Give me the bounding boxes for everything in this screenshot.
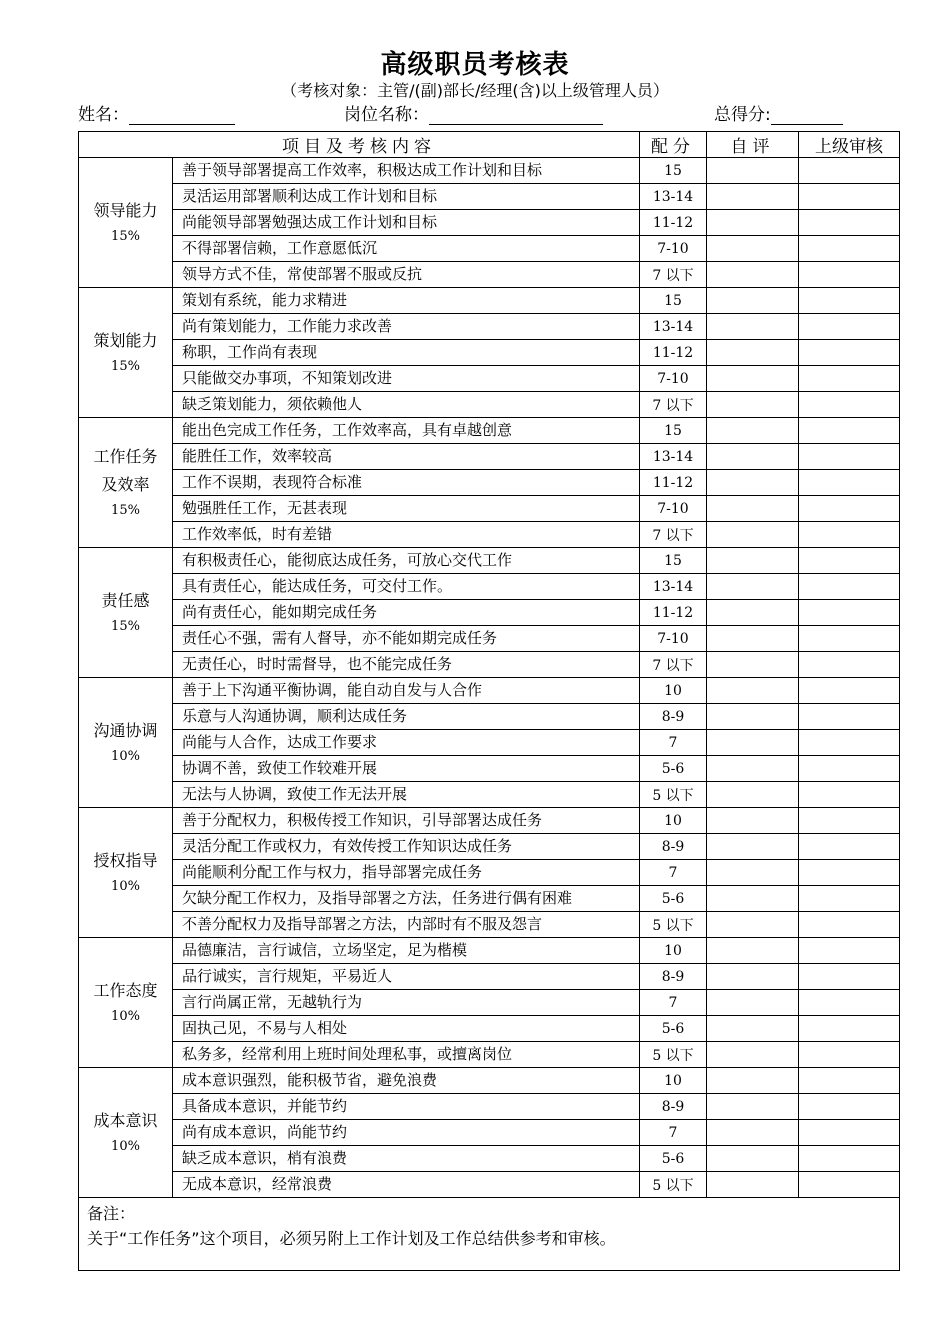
superior-review-cell[interactable] xyxy=(799,600,900,626)
score-range: 13-14 xyxy=(640,574,707,600)
score-range: 7-10 xyxy=(640,496,707,522)
criteria-description: 尚有策划能力，工作能力求改善 xyxy=(173,314,640,340)
superior-review-cell[interactable] xyxy=(799,678,900,704)
table-row xyxy=(79,158,900,184)
self-evaluation-cell[interactable] xyxy=(707,1120,799,1146)
superior-review-cell[interactable] xyxy=(799,912,900,938)
category-name-line: 策划能力 xyxy=(93,330,158,350)
table-row xyxy=(79,340,900,366)
table-row xyxy=(79,652,900,678)
self-evaluation-cell[interactable] xyxy=(707,886,799,912)
self-evaluation-cell[interactable] xyxy=(707,834,799,860)
name-label: 姓名： xyxy=(78,105,129,125)
name-blank[interactable] xyxy=(129,107,235,125)
self-evaluation-cell[interactable] xyxy=(707,704,799,730)
table-row xyxy=(79,1042,900,1068)
score-range: 7 以下 xyxy=(640,522,707,548)
score-range: 5-6 xyxy=(640,1016,707,1042)
criteria-description: 不善分配权力及指导部署之方法，内部时有不服及怨言 xyxy=(173,912,640,938)
superior-review-cell[interactable] xyxy=(799,1120,900,1146)
self-evaluation-cell[interactable] xyxy=(707,652,799,678)
self-evaluation-cell[interactable] xyxy=(707,184,799,210)
criteria-description: 领导方式不佳，常使部署不服或反抗 xyxy=(173,262,640,288)
category-cell xyxy=(79,548,173,678)
category-name xyxy=(79,327,172,355)
criteria-description: 尚能与人合作，达成工作要求 xyxy=(173,730,640,756)
score-range: 11-12 xyxy=(640,340,707,366)
score-range: 10 xyxy=(640,938,707,964)
score-range: 15 xyxy=(640,548,707,574)
self-evaluation-cell[interactable] xyxy=(707,288,799,314)
score-range: 8-9 xyxy=(640,704,707,730)
table-row xyxy=(79,236,900,262)
superior-review-cell[interactable] xyxy=(799,1016,900,1042)
score-range: 15 xyxy=(640,418,707,444)
criteria-description: 成本意识强烈，能积极节省，避免浪费 xyxy=(173,1068,640,1094)
superior-review-cell[interactable] xyxy=(799,366,900,392)
table-body xyxy=(79,158,900,1198)
table-row xyxy=(79,418,900,444)
category-name-line: 领导能力 xyxy=(93,200,158,220)
superior-review-cell[interactable] xyxy=(799,938,900,964)
criteria-description: 具有责任心，能达成任务，可交付工作。 xyxy=(173,574,640,600)
superior-review-cell[interactable] xyxy=(799,730,900,756)
category-cell xyxy=(79,938,173,1068)
superior-review-cell[interactable] xyxy=(799,990,900,1016)
criteria-description: 言行尚属正常，无越轨行为 xyxy=(173,990,640,1016)
remarks-row xyxy=(79,1198,900,1271)
self-evaluation-cell[interactable] xyxy=(707,1068,799,1094)
table-row xyxy=(79,1172,900,1198)
superior-review-cell[interactable] xyxy=(799,574,900,600)
self-evaluation-cell[interactable] xyxy=(707,1094,799,1120)
name-field xyxy=(78,100,235,125)
category-name xyxy=(79,717,172,745)
self-evaluation-cell[interactable] xyxy=(707,1172,799,1198)
table-header-row xyxy=(79,132,900,158)
position-blank[interactable] xyxy=(429,107,603,125)
self-evaluation-cell[interactable] xyxy=(707,548,799,574)
score-range: 11-12 xyxy=(640,600,707,626)
table-row xyxy=(79,1068,900,1094)
category-weight: 10% xyxy=(111,748,140,764)
score-range: 5 以下 xyxy=(640,782,707,808)
total-score-label: 总得分: xyxy=(714,105,771,125)
superior-review-cell[interactable] xyxy=(799,314,900,340)
remarks-cell xyxy=(79,1198,900,1271)
self-evaluation-cell[interactable] xyxy=(707,314,799,340)
superior-review-cell[interactable] xyxy=(799,158,900,184)
criteria-description: 能出色完成工作任务，工作效率高，具有卓越创意 xyxy=(173,418,640,444)
superior-review-cell[interactable] xyxy=(799,808,900,834)
score-range: 15 xyxy=(640,158,707,184)
criteria-description: 尚能顺利分配工作与权力，指导部署完成任务 xyxy=(173,860,640,886)
table-row xyxy=(79,808,900,834)
table-row xyxy=(79,886,900,912)
table-row xyxy=(79,678,900,704)
table-row xyxy=(79,574,900,600)
self-evaluation-cell[interactable] xyxy=(707,444,799,470)
self-evaluation-cell[interactable] xyxy=(707,756,799,782)
category-cell xyxy=(79,288,173,418)
assessment-table xyxy=(78,131,900,1271)
table-row xyxy=(79,860,900,886)
category-name-line: 及效率 xyxy=(101,474,150,494)
superior-review-cell[interactable] xyxy=(799,210,900,236)
superior-review-cell[interactable] xyxy=(799,288,900,314)
category-name-line: 责任感 xyxy=(101,590,150,610)
score-range: 5 以下 xyxy=(640,1172,707,1198)
superior-review-cell[interactable] xyxy=(799,1068,900,1094)
score-range: 8-9 xyxy=(640,1094,707,1120)
table-row xyxy=(79,392,900,418)
superior-review-cell[interactable] xyxy=(799,834,900,860)
category-name xyxy=(79,1107,172,1135)
table-row xyxy=(79,470,900,496)
category-name xyxy=(79,197,172,225)
score-range: 7 xyxy=(640,730,707,756)
score-range: 7-10 xyxy=(640,366,707,392)
score-range: 7 xyxy=(640,860,707,886)
criteria-description: 善于领导部署提高工作效率，积极达成工作计划和目标 xyxy=(173,158,640,184)
score-range: 7-10 xyxy=(640,626,707,652)
superior-review-cell[interactable] xyxy=(799,184,900,210)
table-row xyxy=(79,522,900,548)
score-range: 13-14 xyxy=(640,184,707,210)
position-field xyxy=(344,100,603,125)
self-evaluation-cell[interactable] xyxy=(707,496,799,522)
table-row xyxy=(79,210,900,236)
score-range: 10 xyxy=(640,1068,707,1094)
criteria-description: 有积极责任心，能彻底达成任务，可放心交代工作 xyxy=(173,548,640,574)
score-range: 8-9 xyxy=(640,834,707,860)
category-weight: 10% xyxy=(111,878,140,894)
superior-review-cell[interactable] xyxy=(799,1172,900,1198)
criteria-description: 无成本意识，经常浪费 xyxy=(173,1172,640,1198)
criteria-description: 策划有系统，能力求精进 xyxy=(173,288,640,314)
superior-review-cell[interactable] xyxy=(799,444,900,470)
remarks-label: 备注： xyxy=(87,1204,136,1223)
self-evaluation-cell[interactable] xyxy=(707,912,799,938)
superior-review-cell[interactable] xyxy=(799,964,900,990)
score-range: 11-12 xyxy=(640,470,707,496)
score-range: 8-9 xyxy=(640,964,707,990)
self-evaluation-cell[interactable] xyxy=(707,1016,799,1042)
score-range: 5-6 xyxy=(640,886,707,912)
superior-review-cell[interactable] xyxy=(799,860,900,886)
criteria-description: 私务多，经常利用上班时间处理私事，或擅离岗位 xyxy=(173,1042,640,1068)
self-evaluation-cell[interactable] xyxy=(707,1146,799,1172)
info-line xyxy=(78,100,898,124)
table-row xyxy=(79,938,900,964)
table-row xyxy=(79,184,900,210)
table-row xyxy=(79,1016,900,1042)
table-row xyxy=(79,288,900,314)
superior-review-cell[interactable] xyxy=(799,522,900,548)
self-evaluation-cell[interactable] xyxy=(707,678,799,704)
table-row xyxy=(79,1094,900,1120)
table-row xyxy=(79,366,900,392)
score-range: 7 以下 xyxy=(640,392,707,418)
superior-review-cell[interactable] xyxy=(799,704,900,730)
superior-review-cell[interactable] xyxy=(799,548,900,574)
self-evaluation-cell[interactable] xyxy=(707,574,799,600)
category-cell xyxy=(79,418,173,548)
self-evaluation-cell[interactable] xyxy=(707,600,799,626)
category-name-line: 沟通协调 xyxy=(93,720,158,740)
self-evaluation-cell[interactable] xyxy=(707,340,799,366)
criteria-description: 称职，工作尚有表现 xyxy=(173,340,640,366)
category-cell xyxy=(79,1068,173,1198)
total-score-blank[interactable] xyxy=(771,107,843,125)
table-row xyxy=(79,262,900,288)
category-weight: 15% xyxy=(111,358,140,374)
category-cell xyxy=(79,678,173,808)
category-name xyxy=(79,977,172,1005)
criteria-description: 品行诚实，言行规矩，平易近人 xyxy=(173,964,640,990)
table-row xyxy=(79,964,900,990)
table-row xyxy=(79,548,900,574)
criteria-description: 乐意与人沟通协调，顺利达成任务 xyxy=(173,704,640,730)
criteria-description: 不得部署信赖，工作意愿低沉 xyxy=(173,236,640,262)
category-weight: 15% xyxy=(111,502,140,518)
superior-review-cell[interactable] xyxy=(799,340,900,366)
category-name xyxy=(79,847,172,875)
category-name xyxy=(79,443,172,499)
criteria-description: 灵活运用部署顺利达成工作计划和目标 xyxy=(173,184,640,210)
criteria-description: 尚有成本意识，尚能节约 xyxy=(173,1120,640,1146)
table-row xyxy=(79,444,900,470)
remarks-text: 关于“工作任务”这个项目，必须另附上工作计划及工作总结供参考和审核。 xyxy=(87,1229,616,1248)
superior-review-cell[interactable] xyxy=(799,236,900,262)
table-row xyxy=(79,730,900,756)
self-evaluation-cell[interactable] xyxy=(707,860,799,886)
category-name xyxy=(79,587,172,615)
self-evaluation-cell[interactable] xyxy=(707,964,799,990)
self-evaluation-cell[interactable] xyxy=(707,236,799,262)
criteria-description: 固执己见，不易与人相处 xyxy=(173,1016,640,1042)
category-name-line: 授权指导 xyxy=(93,850,158,870)
criteria-description: 灵活分配工作或权力，有效传授工作知识达成任务 xyxy=(173,834,640,860)
criteria-description: 欠缺分配工作权力，及指导部署之方法，任务进行偶有困难 xyxy=(173,886,640,912)
category-weight: 10% xyxy=(111,1008,140,1024)
category-name-line: 工作任务 xyxy=(93,446,158,466)
form-title: 高级职员考核表 xyxy=(380,50,570,80)
table-row xyxy=(79,496,900,522)
self-evaluation-cell[interactable] xyxy=(707,392,799,418)
criteria-description: 善于分配权力，积极传授工作知识，引导部署达成任务 xyxy=(173,808,640,834)
superior-review-cell[interactable] xyxy=(799,782,900,808)
criteria-description: 无法与人协调，致使工作无法开展 xyxy=(173,782,640,808)
self-evaluation-cell[interactable] xyxy=(707,626,799,652)
criteria-description: 责任心不强，需有人督导，亦不能如期完成任务 xyxy=(173,626,640,652)
self-evaluation-cell[interactable] xyxy=(707,262,799,288)
self-evaluation-cell[interactable] xyxy=(707,210,799,236)
criteria-description: 勉强胜任工作，无甚表现 xyxy=(173,496,640,522)
self-evaluation-cell[interactable] xyxy=(707,366,799,392)
self-evaluation-cell[interactable] xyxy=(707,808,799,834)
table-row xyxy=(79,600,900,626)
self-evaluation-cell[interactable] xyxy=(707,990,799,1016)
criteria-description: 缺乏策划能力，须依赖他人 xyxy=(173,392,640,418)
header-self: 自评 xyxy=(707,132,799,158)
superior-review-cell[interactable] xyxy=(799,262,900,288)
table-row xyxy=(79,626,900,652)
score-range: 10 xyxy=(640,808,707,834)
superior-review-cell[interactable] xyxy=(799,418,900,444)
score-range: 5-6 xyxy=(640,756,707,782)
table-row xyxy=(79,314,900,340)
superior-review-cell[interactable] xyxy=(799,496,900,522)
table-row xyxy=(79,782,900,808)
category-weight: 15% xyxy=(111,228,140,244)
total-score-field xyxy=(714,100,843,125)
score-range: 11-12 xyxy=(640,210,707,236)
self-evaluation-cell[interactable] xyxy=(707,470,799,496)
table-row xyxy=(79,756,900,782)
superior-review-cell[interactable] xyxy=(799,1146,900,1172)
score-range: 7 以下 xyxy=(640,652,707,678)
superior-review-cell[interactable] xyxy=(799,1094,900,1120)
superior-review-cell[interactable] xyxy=(799,886,900,912)
self-evaluation-cell[interactable] xyxy=(707,1042,799,1068)
score-range: 13-14 xyxy=(640,314,707,340)
criteria-description: 只能做交办事项，不知策划改进 xyxy=(173,366,640,392)
score-range: 7 xyxy=(640,990,707,1016)
criteria-description: 尚有责任心，能如期完成任务 xyxy=(173,600,640,626)
criteria-description: 尚能领导部署勉强达成工作计划和目标 xyxy=(173,210,640,236)
header-superior: 上级审核 xyxy=(799,132,900,158)
table-row xyxy=(79,990,900,1016)
table-row xyxy=(79,834,900,860)
table-row xyxy=(79,912,900,938)
category-name-line: 工作态度 xyxy=(93,980,158,1000)
superior-review-cell[interactable] xyxy=(799,470,900,496)
self-evaluation-cell[interactable] xyxy=(707,418,799,444)
table-row xyxy=(79,1120,900,1146)
criteria-description: 缺乏成本意识，梢有浪费 xyxy=(173,1146,640,1172)
self-evaluation-cell[interactable] xyxy=(707,522,799,548)
table-row xyxy=(79,1146,900,1172)
category-cell xyxy=(79,808,173,938)
score-range: 7-10 xyxy=(640,236,707,262)
self-evaluation-cell[interactable] xyxy=(707,782,799,808)
self-evaluation-cell[interactable] xyxy=(707,938,799,964)
criteria-description: 工作效率低，时有差错 xyxy=(173,522,640,548)
criteria-description: 具备成本意识，并能节约 xyxy=(173,1094,640,1120)
category-weight: 10% xyxy=(111,1138,140,1154)
criteria-description: 品德廉洁，言行诚信，立场坚定，足为楷模 xyxy=(173,938,640,964)
form-subtitle: （考核对象：主管/(副)部长/经理(含)以上级管理人员） xyxy=(281,81,669,100)
score-range: 5-6 xyxy=(640,1146,707,1172)
superior-review-cell[interactable] xyxy=(799,1042,900,1068)
table-row xyxy=(79,704,900,730)
position-label: 岗位名称： xyxy=(344,105,429,125)
superior-review-cell[interactable] xyxy=(799,756,900,782)
criteria-description: 善于上下沟通平衡协调，能自动自发与人合作 xyxy=(173,678,640,704)
score-range: 5 以下 xyxy=(640,912,707,938)
superior-review-cell[interactable] xyxy=(799,392,900,418)
score-range: 10 xyxy=(640,678,707,704)
self-evaluation-cell[interactable] xyxy=(707,158,799,184)
criteria-description: 协调不善，致使工作较难开展 xyxy=(173,756,640,782)
criteria-description: 能胜任工作，效率较高 xyxy=(173,444,640,470)
header-item: 项目及考核内容 xyxy=(79,132,640,158)
header-score: 配分 xyxy=(640,132,707,158)
category-cell xyxy=(79,158,173,288)
criteria-description: 工作不误期，表现符合标准 xyxy=(173,470,640,496)
score-range: 7 以下 xyxy=(640,262,707,288)
score-range: 13-14 xyxy=(640,444,707,470)
criteria-description: 无责任心，时时需督导，也不能完成任务 xyxy=(173,652,640,678)
self-evaluation-cell[interactable] xyxy=(707,730,799,756)
score-range: 5 以下 xyxy=(640,1042,707,1068)
category-weight: 15% xyxy=(111,618,140,634)
superior-review-cell[interactable] xyxy=(799,626,900,652)
score-range: 15 xyxy=(640,288,707,314)
superior-review-cell[interactable] xyxy=(799,652,900,678)
score-range: 7 xyxy=(640,1120,707,1146)
category-name-line: 成本意识 xyxy=(93,1110,158,1130)
